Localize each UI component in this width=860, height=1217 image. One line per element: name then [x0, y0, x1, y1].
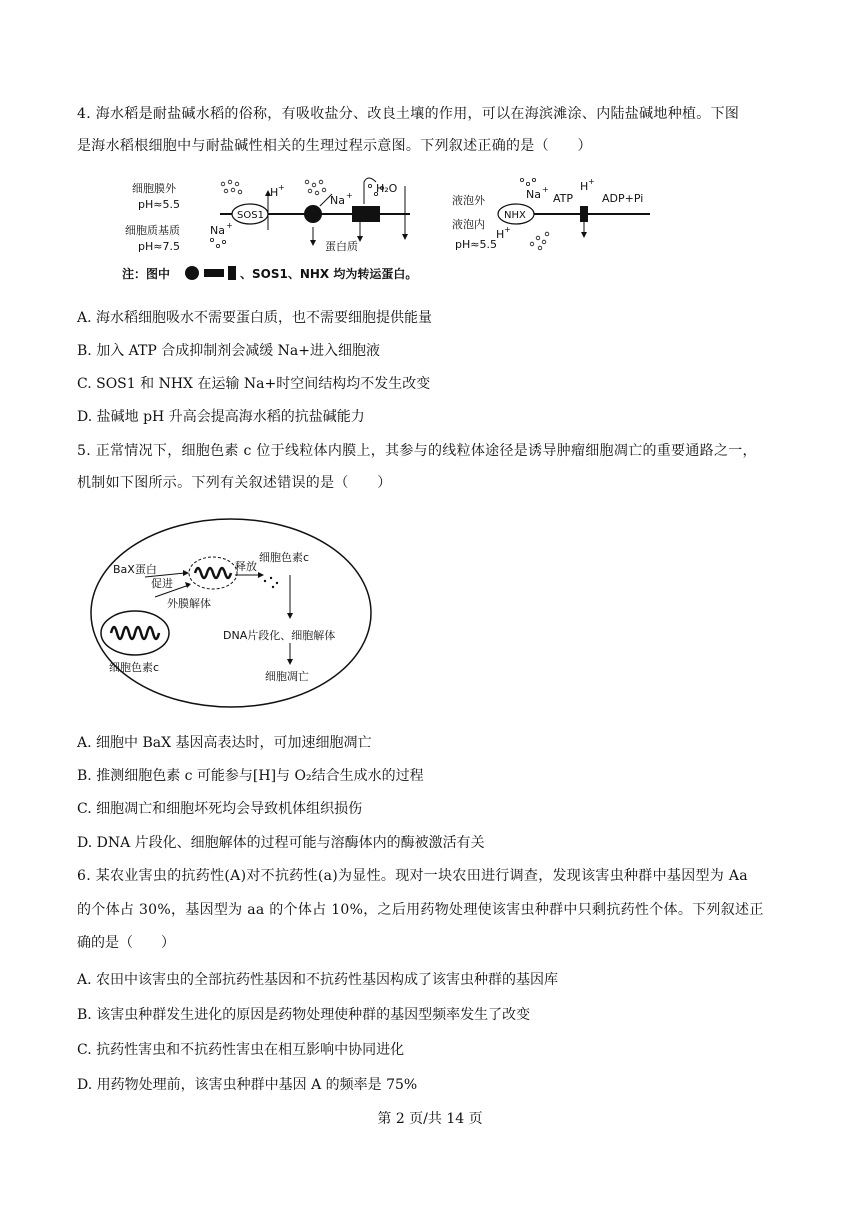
q6-option-a: A. 农田中该害虫的全部抗药性基因和不抗药性基因构成了该害虫种群的基因库: [77, 972, 559, 988]
note-suffix: 、SOS1、NHX 均为转运蛋白。: [240, 267, 418, 281]
adp-label: ADP+Pi: [602, 192, 644, 205]
q6-option-c: C. 抗药性害虫和不抗药性害虫在相互影响中协同进化: [77, 1042, 405, 1058]
outside-label: 细胞膜外: [132, 182, 176, 195]
cytochrome-c-top: 细胞色素c: [259, 551, 310, 564]
h2o-label: H₂O: [376, 182, 398, 195]
page-number: 第 2 页/共 14 页: [377, 1111, 483, 1127]
svg-text:+: +: [504, 225, 511, 234]
bax-label: BaX蛋白: [113, 563, 157, 576]
atp-label: ATP: [553, 192, 574, 205]
inside-ph: pH≈7.5: [138, 240, 180, 253]
svg-text:+: +: [278, 183, 285, 192]
na-plus-1: Na: [330, 194, 345, 207]
q4-option-b: B. 加入 ATP 合成抑制剂会减缓 Na+进入细胞液: [77, 343, 380, 359]
q6-stem-line1: 6. 某农业害虫的抗药性(A)对不抗药性(a)为显性。现对一块农田进行调查，发现该害虫种群中基因型为 Aa: [77, 868, 748, 884]
sos1-label: SOS1: [237, 210, 264, 221]
q4-stem-line2: 是海水稻根细胞中与耐盐碱性相关的生理过程示意图。下列叙述正确的是（ ）: [77, 138, 592, 154]
h-plus-2: H: [496, 228, 505, 241]
q4-transport-figure: [120, 172, 680, 284]
protein-label: 蛋白质: [325, 240, 358, 253]
vacuole-ph: pH≈5.5: [455, 238, 497, 251]
nhx-label: NHX: [504, 210, 526, 221]
outside-ph: pH≈5.5: [138, 198, 180, 211]
na-plus-3: Na: [526, 188, 541, 201]
q5-stem-line2: 机制如下图所示。下列有关叙述错误的是（ ）: [77, 475, 392, 491]
apoptosis-label: 细胞凋亡: [265, 670, 309, 683]
vacuole-outside: 液泡外: [452, 194, 485, 207]
channel-protein-rect: [352, 206, 380, 222]
h-plus-3: H: [580, 180, 589, 193]
q4-option-d: D. 盐碱地 pH 升高会提高海水稻的抗盐碱能力: [77, 409, 365, 425]
q5-option-b: B. 推测细胞色素 c 可能参与[H]与 O₂结合生成水的过程: [77, 768, 424, 784]
promote-label: 促进: [151, 577, 173, 590]
h-plus-1: H: [270, 186, 279, 199]
release-label: 释放: [235, 560, 257, 573]
na-plus-2: Na: [210, 224, 225, 237]
outer-membrane-label: 外膜解体: [167, 597, 211, 610]
q5-option-a: A. 细胞中 BaX 基因高表达时，可加速细胞凋亡: [77, 735, 372, 751]
svg-text:+: +: [346, 191, 353, 200]
note-prefix: 注：图中: [122, 267, 171, 281]
dna-fragmentation-label: DNA片段化、细胞解体: [223, 629, 336, 642]
q6-stem-line3: 确的是（ ）: [77, 935, 175, 951]
q6-stem-line2: 的个体占 30%，基因型为 aa 的个体占 10%，之后用药物处理使该害虫种群中只剩抗药性个体。下列叙述正: [77, 902, 764, 918]
channel-protein-circle: [304, 205, 322, 223]
svg-text:+: +: [226, 221, 233, 230]
q5-apoptosis-figure: [85, 515, 385, 715]
q6-option-d: D. 用药物处理前，该害虫种群中基因 A 的频率是 75%: [77, 1077, 418, 1093]
q5-option-d: D. DNA 片段化、细胞解体的过程可能与溶酶体内的酶被激活有关: [77, 835, 485, 851]
q6-option-b: B. 该害虫种群发生进化的原因是药物处理使种群的基因型频率发生了改变: [77, 1007, 531, 1023]
svg-text:+: +: [542, 185, 549, 194]
q5-option-c: C. 细胞凋亡和细胞坏死均会导致机体组织损伤: [77, 801, 363, 817]
q5-stem-line1: 5. 正常情况下，细胞色素 c 位于线粒体内膜上，其参与的线粒体途径是诱导肿瘤细胞凋亡的重要通路之一，: [77, 443, 757, 459]
q4-stem-line1: 4. 海水稻是耐盐碱水稻的俗称，有吸收盐分、改良土壤的作用，可以在海滨滩涂、内陆盐碱地种植。下图: [77, 106, 740, 122]
vacuole-inside: 液泡内: [452, 218, 485, 231]
cytochrome-c-bottom: 细胞色素c: [109, 661, 160, 674]
q4-option-c: C. SOS1 和 NHX 在运输 Na+时空间结构均不发生改变: [77, 376, 431, 392]
proton-pump: [580, 206, 588, 222]
q4-option-a: A. 海水稻细胞吸水不需要蛋白质，也不需要细胞提供能量: [77, 310, 433, 326]
inside-label: 细胞质基质: [125, 224, 180, 237]
svg-text:+: +: [588, 177, 595, 186]
